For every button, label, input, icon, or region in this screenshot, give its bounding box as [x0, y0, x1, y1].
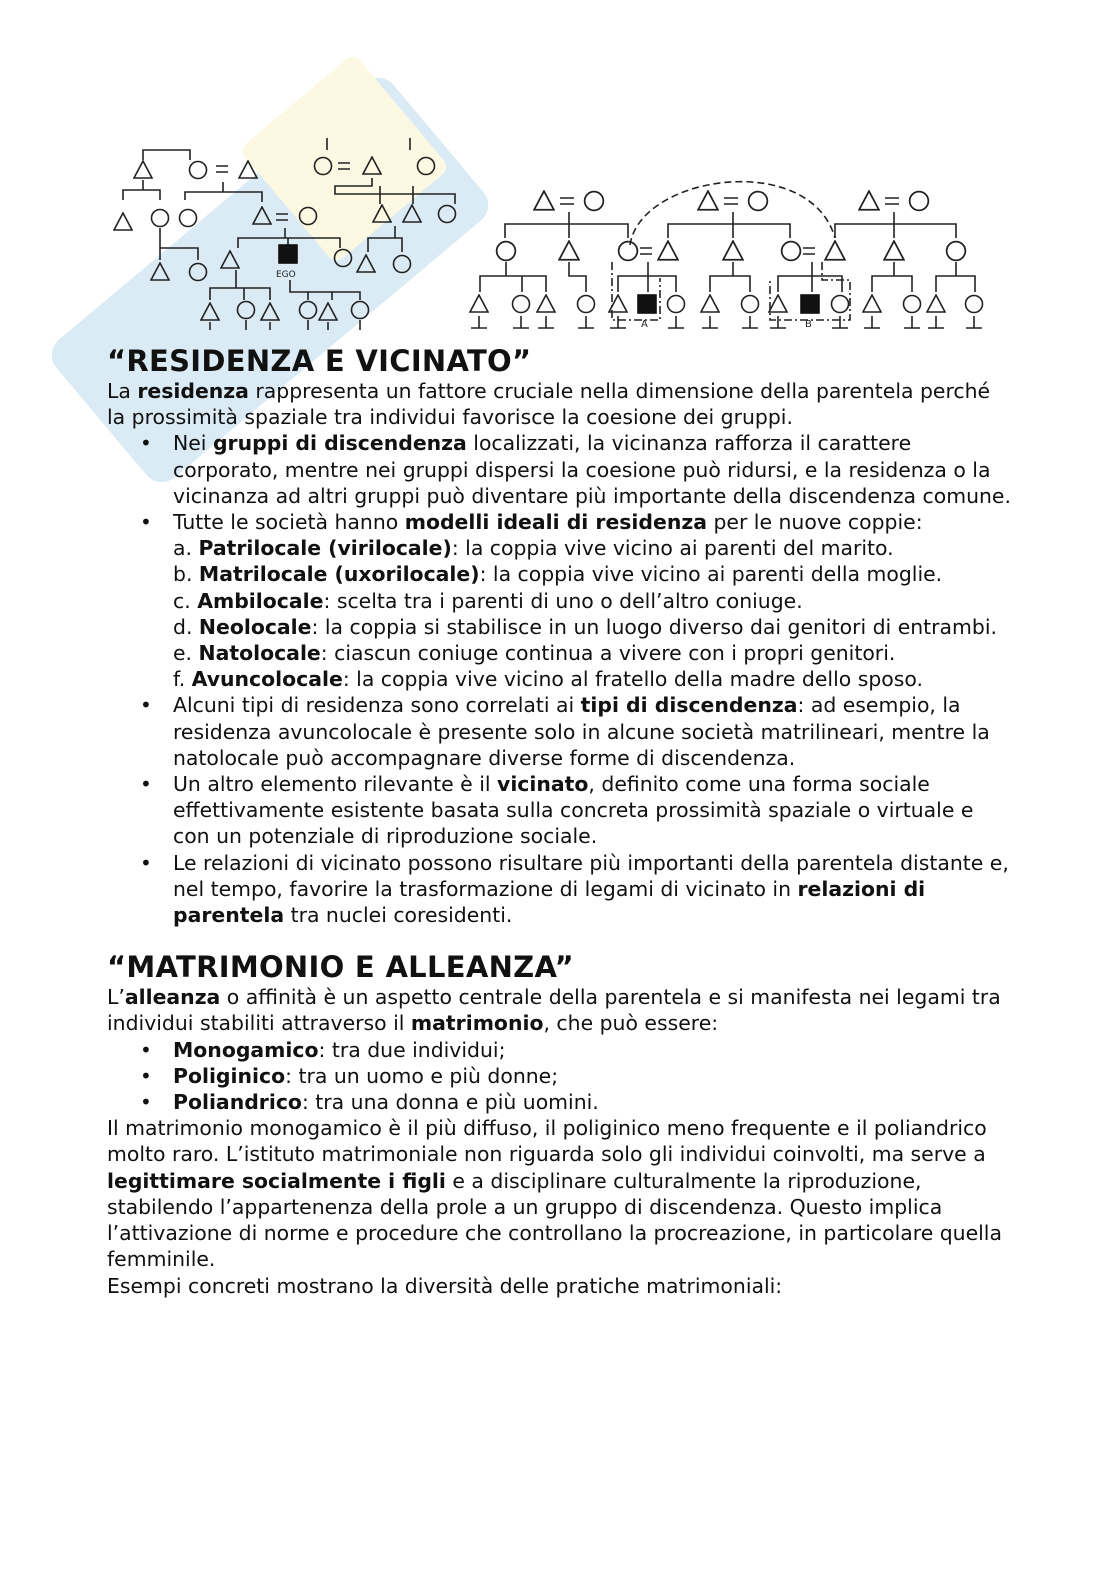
male-symbol — [239, 161, 257, 178]
male-symbol — [537, 295, 555, 312]
square-b — [801, 295, 819, 313]
female-symbol — [418, 158, 435, 175]
male-symbol — [825, 241, 845, 260]
male-symbol — [698, 191, 718, 210]
section-title-residenza: “RESIDENZA E VICINATO” — [107, 344, 532, 378]
female-symbol — [578, 296, 595, 313]
list-item: • Monogamico: tra due individui; — [173, 1037, 1012, 1063]
male-symbol — [927, 295, 945, 312]
residence-type-item: c. Ambilocale: scelta tra i parenti di uno o dell’altro coniuge. — [173, 588, 803, 613]
ego-square — [279, 245, 297, 263]
matrimonio-paragraph: Il matrimonio monogamico è il più diffuso, il poliginico meno frequente e il poliandrico molto raro. L’istituto matrimoniale non riguarda solo gli individui coinvolti, ma serve a legittimare socialmente i figli e a disciplinare culturalmente la riproduzione, stabilendo l’appartenenza della prole a un gruppo di discendenza. Questo implica l’attivazione di norme e procedure che controllano la procreazione, in particolare quella femminile. — [107, 1116, 1002, 1272]
male-symbol — [261, 303, 279, 320]
female-symbol — [190, 264, 207, 281]
residence-type-item: e. Natolocale: ciascun coniuge continua a vivere con i propri genitori. — [173, 641, 896, 666]
list-item: • Poliandrico: tra una donna e più uomini. — [173, 1089, 1012, 1115]
male-symbol — [701, 295, 719, 312]
residenza-bullet-list — [107, 430, 1012, 928]
female-symbol — [152, 210, 169, 227]
residence-type-item: a. Patrilocale (virilocale): la coppia vive vicino ai parenti del marito. — [173, 536, 894, 561]
female-symbol — [749, 192, 768, 211]
list-item: • Un altro elemento rilevante è il vicinato, definito come una forma sociale effettivamente esistente basata sulla concreta prossimità spaziale o virtuale e con un potenziale di riproduzione sociale. — [173, 771, 1012, 850]
right-kinship-diagram — [470, 182, 983, 330]
female-symbol — [513, 296, 530, 313]
male-symbol — [559, 241, 579, 260]
list-item: • Le relazioni di vicinato possono risultare più importanti della parentela distante e, nel tempo, favorire la trasformazione di legami di vicinato in relazioni di parentela tra nuclei coresidenti. — [173, 850, 1012, 929]
male-symbol — [658, 241, 678, 260]
female-symbol — [300, 208, 317, 225]
female-symbol — [180, 210, 197, 227]
female-symbol — [910, 192, 929, 211]
male-symbol — [253, 207, 271, 224]
female-symbol — [832, 296, 849, 313]
male-symbol — [863, 295, 881, 312]
female-symbol — [315, 158, 332, 175]
female-symbol — [904, 296, 921, 313]
female-symbol — [947, 242, 966, 261]
female-symbol — [300, 302, 317, 319]
female-symbol — [742, 296, 759, 313]
female-symbol — [619, 242, 638, 261]
list-item: • Nei gruppi di discendenza localizzati, la vicinanza rafforza il carattere corporato, mentre nei gruppi dispersi la coesione può ridursi, e la residenza o la vicinanza ad altri gruppi può diventare più importante della discendenza comune. — [173, 430, 1012, 509]
residence-type-item: d. Neolocale: la coppia si stabilisce in un luogo diverso dai genitori di entrambi. — [173, 614, 997, 639]
male-symbol — [373, 205, 391, 222]
female-symbol — [585, 192, 604, 211]
male-symbol — [221, 251, 239, 268]
list-item: • Alcuni tipi di residenza sono correlati ai tipi di discendenza: ad esempio, la residenza avuncolocale è presente solo in alcune società matrilineari, mentre la natolocale può accompagnare diverse forme di discendenza. — [173, 692, 1012, 771]
label-b: B — [805, 319, 812, 330]
document-body — [107, 344, 1012, 1299]
male-symbol — [134, 161, 152, 178]
male-symbol — [319, 303, 337, 320]
male-symbol — [363, 157, 381, 174]
male-symbol — [151, 263, 169, 280]
list-item: • Poliginico: tra un uomo e più donne; — [173, 1063, 1012, 1089]
marriage-types-list — [107, 1037, 1012, 1116]
male-symbol — [723, 241, 743, 260]
female-symbol — [238, 302, 255, 319]
female-symbol — [439, 206, 456, 223]
matrimonio-closing: Esempi concreti mostrano la diversità delle pratiche matrimoniali: — [107, 1273, 783, 1298]
female-symbol — [668, 296, 685, 313]
list-item: • Tutte le società hanno modelli ideali di residenza per le nuove coppie: a. Patrilocale (virilocale): la coppia vive vicino ai parenti del marito. b. Matrilocale (uxorilocale): la coppia vive vicino ai parenti della moglie. c. Ambilocale: scelta tra i parenti di uno o dell’altro coniuge. d. Neolocale: la coppia si stabilisce in un luogo diverso dai genitori di entrambi. e. Natolocale: ciascun coniuge continua a vivere con i propri genitori. f. Avuncolocale: la coppia vive vicino al fratello della madre dello sposo. — [173, 509, 1012, 692]
female-symbol — [335, 250, 352, 267]
female-symbol — [394, 256, 411, 273]
left-kinship-diagram — [114, 138, 456, 330]
male-symbol — [201, 303, 219, 320]
male-symbol — [769, 295, 787, 312]
female-symbol — [352, 302, 369, 319]
label-a: A — [641, 319, 648, 330]
ego-label: EGO — [276, 270, 296, 280]
female-symbol — [966, 296, 983, 313]
residence-type-item: b. Matrilocale (uxorilocale): la coppia vive vicino ai parenti della moglie. — [173, 562, 943, 587]
section-title-matrimonio: “MATRIMONIO E ALLEANZA” — [107, 950, 574, 985]
matrimonio-intro: L’alleanza o affinità è un aspetto centrale della parentela e si manifesta nei legami tra individui stabiliti attraverso il matrimonio, che può essere: — [107, 985, 1001, 1036]
residenza-intro: La residenza rappresenta un fattore cruciale nella dimensione della parentela perché la prossimità spaziale tra individui favorisce la coesione dei gruppi. — [107, 379, 991, 430]
female-symbol — [190, 162, 207, 179]
residence-type-item: f. Avuncolocale: la coppia vive vicino al fratello della madre dello sposo. — [173, 667, 923, 692]
square-a — [638, 295, 656, 313]
male-symbol — [357, 255, 375, 272]
male-symbol — [403, 205, 421, 222]
male-symbol — [470, 295, 488, 312]
male-symbol — [114, 213, 132, 230]
male-symbol — [859, 191, 879, 210]
male-symbol — [534, 191, 554, 210]
female-symbol — [497, 242, 516, 261]
male-symbol — [884, 241, 904, 260]
female-symbol — [782, 242, 801, 261]
kinship-diagrams — [0, 120, 1116, 345]
